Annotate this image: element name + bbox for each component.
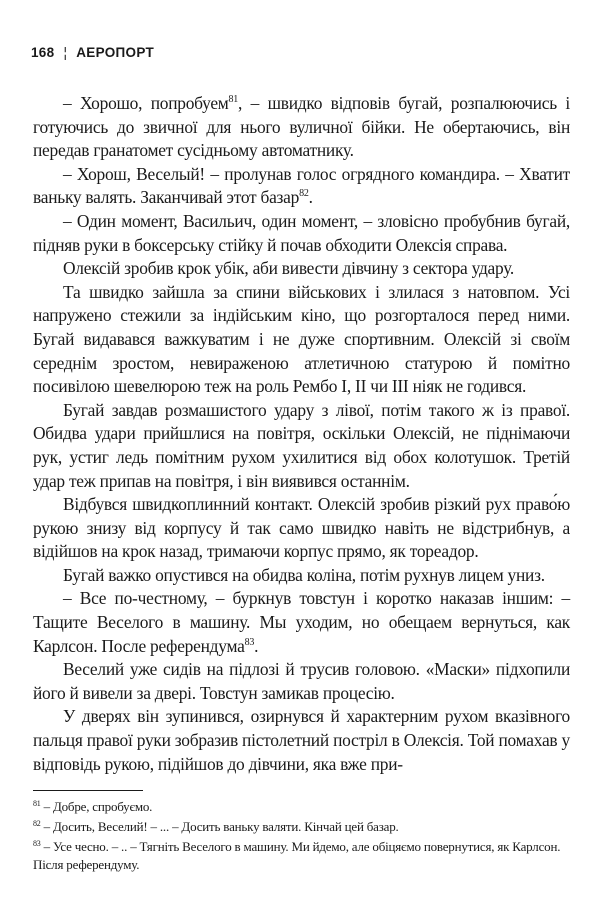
footnote-ref-83: 83 <box>244 636 255 648</box>
paragraph: Бугай важко опустився на обидва коліна, потім рухнув лицем униз. <box>63 564 545 585</box>
paragraph: У дверях він зупинився, озирнувся й характерним рухом вказівного пальця правої руки зобразив пістолетний постріл в Олексія. Той помахав у відповідь рукою, підійшов до дівчини, яка вже при- <box>33 706 570 774</box>
running-header <box>31 45 154 60</box>
paragraph: Бугай завдав розмашистого удару з лівої, потім такого ж із правої. Обидва удари прийшлися на повітря, оскільки Олексій, не піднімаючи рук, устиг ледь помітним рухом ухилитися від обох колотушок. Третій удар теж припав на повітря, і він виявився останнім. <box>33 399 570 491</box>
footnote-ref-81: 81 <box>228 94 239 106</box>
page-number: 168 <box>31 45 55 60</box>
paragraph: Відбувся швидкоплинний контакт. Олексій зробив різкий рух право́ю рукою знизу від корпусу й так само швидко навіть не відстрибнув, а відійшов на крок назад, тримаючи корпус прямо, як тореадор. <box>33 494 570 562</box>
paragraph: – Один момент, Васильич, один момент, – зловісно пробубнив бугай, підняв руки в боксерську стійку й почав обходити Олексія справа. <box>33 210 570 255</box>
footnote-83: $^{83}$ – Усе чесно. – .. – Тягніть Веселого в машину. Ми йдемо, але обіцяємо повернутися, як Карлсон. Після референдуму. <box>33 838 561 872</box>
footnote-82: $^{82}$ – Досить, Веселий! – ... – Досить ваньку валяти. Кінчай цей базар. <box>33 818 399 834</box>
paragraph: Веселий уже сидів на підлозі й трусив головою. «Маски» підхопили його й вивели за двері. Товстун замикав процесію. <box>33 659 570 703</box>
header-separator: ¦ <box>63 45 68 60</box>
running-title: АЕРОПОРТ <box>76 45 155 60</box>
paragraph: – Хорошо, попробуем$^{81}$, – швидко відповів бугай, розпалюючись і готуючись до звичної для нього вуличної бійки. Не обертаючись, він передав гранатомет сусідньому автоматнику. <box>33 93 570 161</box>
paragraph: – Все по-честному, – буркнув товстун і коротко наказав іншим: – Тащите Веселого в машину. Мы уходим, но обещаем вернуться, как Карлсон. После референдума$^{83}$. <box>33 588 570 656</box>
footnote-ref-82: 82 <box>299 188 309 200</box>
footnote-81: $^{81}$ – Добре, спробуємо. <box>33 798 153 814</box>
paragraph: Олексій зробив крок убік, аби вивести дівчину з сектора удару. <box>63 258 515 279</box>
footnotes <box>33 798 570 876</box>
footnote-divider <box>33 790 143 791</box>
paragraph: Та швидко зайшла за спини військових і злилася з натовпом. Усі напружено стежили за індійським кіно, що розгорталося перед ними. Бугай видавався важкуватим і не дуже спортивним. Олексій зі своїм середнім зростом, невираженою атлетичною статурою й помітно посивілою шевелюрою теж на роль Рембо І, ІІ чи ІІІ ніяк не годився. <box>33 281 570 397</box>
paragraph: – Хорош, Веселый! – пролунав голос огрядного командира. – Хватит ваньку валять. Заканчивай этот базар$^{82}$. <box>33 163 570 208</box>
body-text <box>33 92 570 776</box>
